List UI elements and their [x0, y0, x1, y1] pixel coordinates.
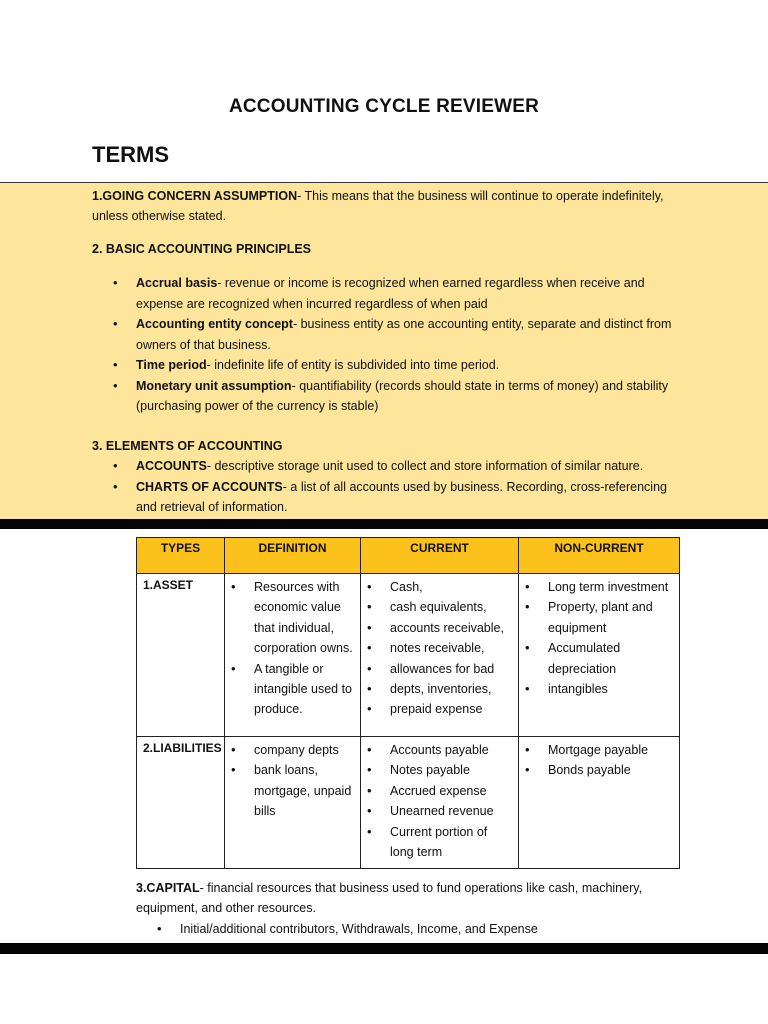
- list-item: [92, 314, 682, 355]
- element-text: - descriptive storage unit used to collect and store information of similar nature.: [206, 459, 644, 473]
- definition-cell: [225, 737, 361, 869]
- list-item: [92, 477, 682, 518]
- accounts-table: [136, 537, 680, 869]
- divider-bar: [0, 943, 768, 954]
- principle-term: Accounting entity concept: [136, 317, 293, 331]
- list-item: • Property, plant and equipment: [519, 597, 675, 638]
- current-cell: [361, 574, 519, 737]
- principle-text: - revenue or income is recognized when earned regardless when receive and expense are recognized when incurred regardless of when paid: [136, 276, 645, 311]
- list-item: • Initial/additional contributors, Withdrawals, Income, and Expense: [136, 919, 676, 940]
- list-item: • Cash,: [361, 577, 514, 597]
- type-cell: 1.ASSET: [137, 574, 225, 737]
- list-item: [92, 456, 682, 477]
- list-item: [92, 273, 682, 314]
- header-current: CURRENT: [361, 538, 519, 574]
- list-item: • depts, inventories,: [361, 679, 514, 699]
- header-non-current: NON-CURRENT: [519, 538, 680, 574]
- list-item: • allowances for bad: [361, 659, 514, 679]
- list-item: • Resources with economic value that individual, corporation owns.: [225, 577, 356, 659]
- header-types: TYPES: [137, 538, 225, 574]
- definition-cell: [225, 574, 361, 737]
- list-item: • Long term investment: [519, 577, 675, 597]
- list-item: • Unearned revenue: [361, 801, 514, 821]
- list-item: • cash equivalents,: [361, 597, 514, 617]
- going-concern-label: 1.GOING CONCERN ASSUMPTION: [92, 189, 298, 203]
- non-current-cell: [519, 737, 680, 869]
- list-item: • notes receivable,: [361, 638, 514, 658]
- capital-text: - financial resources that business used to fund operations like cash, machinery, equipment, and other resources.: [136, 881, 643, 915]
- table-row: [137, 737, 680, 869]
- list-item: • Bonds payable: [519, 760, 675, 780]
- basic-principles-list: [92, 273, 682, 417]
- elements-list: [92, 456, 682, 518]
- principle-text: - business entity as one accounting entity, separate and distinct from owners of that business.: [136, 317, 672, 352]
- elements-heading: 3. ELEMENTS OF ACCOUNTING: [92, 439, 283, 453]
- principle-term: Accrual basis: [136, 276, 218, 290]
- list-item: • Accrued expense: [361, 781, 514, 801]
- capital-list: [136, 919, 676, 940]
- going-concern-text: - This means that the business will continue to operate indefinitely, unless otherwise stated.: [92, 189, 664, 223]
- list-item: • Accounts payable: [361, 740, 514, 760]
- capital-label: 3.CAPITAL: [136, 881, 200, 895]
- list-item: • intangibles: [519, 679, 675, 699]
- terms-heading: TERMS: [92, 142, 169, 167]
- principle-text: - indefinite life of entity is subdivided into time period.: [206, 358, 500, 372]
- list-item: • Notes payable: [361, 760, 514, 780]
- capital-paragraph: [136, 878, 676, 918]
- list-item: [92, 376, 682, 417]
- list-item: • A tangible or intangible used to produce.: [225, 659, 356, 720]
- document-title: ACCOUNTING CYCLE REVIEWER: [228, 96, 540, 117]
- current-cell: [361, 737, 519, 869]
- list-item: • Mortgage payable: [519, 740, 675, 760]
- principle-term: Time period: [136, 358, 207, 372]
- going-concern-paragraph: [92, 186, 677, 226]
- element-term: CHARTS OF ACCOUNTS: [136, 479, 283, 494]
- principle-term: Monetary unit assumption: [136, 378, 292, 393]
- list-item: • prepaid expense: [361, 699, 514, 719]
- list-item: • bank loans, mortgage, unpaid bills: [225, 760, 356, 821]
- list-item: [92, 355, 682, 376]
- list-item: • Current portion of long term: [361, 822, 514, 863]
- table-header-row: [137, 538, 680, 574]
- element-text: - a list of all accounts used by business. Recording, cross-referencing and retrieval of information.: [136, 479, 667, 514]
- list-item: • accounts receivable,: [361, 618, 514, 638]
- element-term: ACCOUNTS: [136, 459, 207, 473]
- header-definition: DEFINITION: [225, 538, 361, 574]
- non-current-cell: [519, 574, 680, 737]
- divider-bar: [0, 519, 768, 529]
- list-item: • Accumulated depreciation: [519, 638, 675, 679]
- principle-text: - quantifiability (records should state in terms of money) and stability (purchasing power of the currency is stable): [136, 378, 669, 413]
- basic-principles-heading: 2. BASIC ACCOUNTING PRINCIPLES: [92, 242, 312, 256]
- type-cell: 2.LIABILITIES: [137, 737, 225, 869]
- table-row: [137, 574, 680, 737]
- list-item: • company depts: [225, 740, 356, 760]
